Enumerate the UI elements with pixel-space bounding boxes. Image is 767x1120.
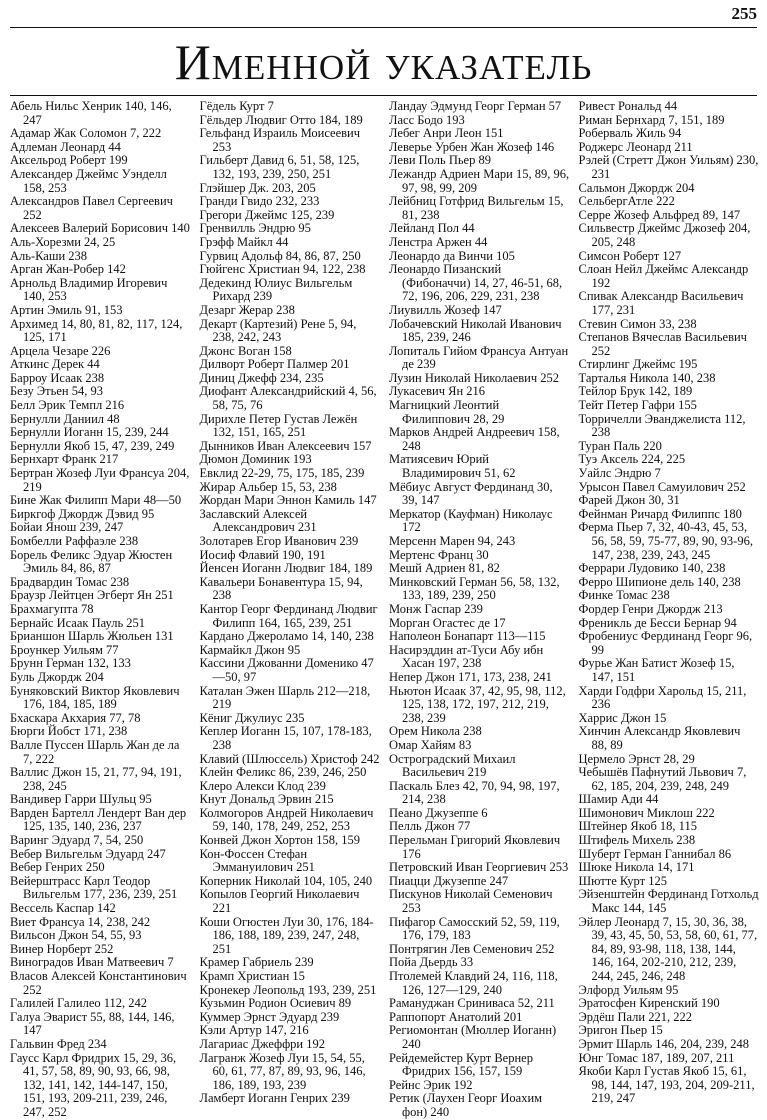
- index-entry: Адлеман Леонард 44: [10, 139, 121, 154]
- index-entry: Паскаль Блез 42, 70, 94, 98, 197, 214, 238: [389, 778, 560, 807]
- index-entry: Эрмит Шарль 146, 204, 239, 248: [578, 1036, 750, 1051]
- index-entry: Меркатор (Кауфман) Николаус 172: [389, 506, 553, 535]
- index-entry: Риман Бернхард 7, 151, 189: [578, 112, 725, 127]
- index-entry: Заславский Алексей Александрович 231: [199, 506, 317, 535]
- index-entry: Йенсен Иоганн Людвиг 184, 189: [199, 561, 373, 576]
- index-entry: Гранди Гвидо 232, 233: [199, 194, 320, 209]
- index-entry: Хинчин Александр Яковлевич 88, 89: [578, 724, 741, 752]
- index-entry: Грэфф Майкл 44: [199, 234, 289, 249]
- index-entry: Слоан Нейл Джеймс Александр 192: [578, 262, 749, 290]
- index-entry: Гурвиц Адольф 84, 86, 87, 250: [199, 248, 361, 263]
- index-entry: Шюке Никола 14, 171: [578, 860, 695, 875]
- index-entry: Рейдемейстер Курт Вернер Фридрих 156, 157, 159: [389, 1050, 533, 1079]
- index-entry: Брадвардин Томас 238: [10, 574, 130, 589]
- index-entry: Аксельрод Роберт 199: [10, 153, 128, 168]
- index-entry: Дилворт Роберт Палмер 201: [199, 357, 350, 372]
- index-entry: Аль-Хорезми 24, 25: [10, 234, 116, 249]
- index-entry: Копылов Георгий Николаевич 221: [199, 887, 360, 916]
- index-entry: Гёльдер Людвиг Отто 184, 189: [199, 112, 363, 127]
- index-entry: Бомбелли Раффаэле 238: [10, 534, 139, 548]
- index-entry: Вебер Вильгельм Эдуард 247: [10, 846, 166, 861]
- index-entry: Борель Феликс Эдуар Жюстен Эмиль 84, 86, 87: [10, 547, 173, 576]
- index-entry: Бернхарт Франк 217: [10, 452, 119, 467]
- index-entry: Лиувилль Жозеф 147: [389, 302, 502, 317]
- index-entry: Серре Жозеф Альфред 89, 147: [578, 207, 741, 222]
- index-entry: Торричелли Эванджелиста 112, 238: [578, 411, 746, 440]
- index-entry: Валлис Джон 15, 21, 77, 94, 191, 238, 245: [10, 765, 182, 793]
- index-entry: Бхаскара Акхария 77, 78: [10, 710, 141, 725]
- index-entry: Феррари Лудовико 140, 238: [578, 561, 726, 576]
- index-entry: Морган Огастес де 17: [389, 615, 506, 630]
- index-entry: Безу Этьен 54, 93: [10, 384, 103, 399]
- index-entry: Артин Эмиль 91, 153: [10, 302, 123, 317]
- index-entry: Роберваль Жиль 94: [578, 126, 682, 141]
- index-entry: Фейнман Ричард Филиппс 180: [578, 506, 742, 521]
- index-entry: Валле Пуссен Шарль Жан де ла 7, 222: [10, 737, 180, 766]
- index-entry: Лебег Анри Леон 151: [389, 126, 504, 141]
- index-entry: Френикль де Бесси Бернар 94: [578, 615, 737, 630]
- index-entry: Бюрги Йобст 171, 238: [10, 724, 128, 739]
- index-entry: Грегори Джеймс 125, 239: [199, 207, 335, 222]
- index-entry: Коперник Николай 104, 105, 240: [199, 873, 373, 888]
- index-entry: Галуа Эварист 55, 88, 144, 146, 147: [10, 1009, 175, 1038]
- index-entry: Фробениус Фердинанд Георг 96, 99: [578, 629, 753, 657]
- index-entry: Биркгоф Джордж Дэвид 95: [10, 506, 155, 521]
- index-entry: Кармайкл Джон 95: [199, 642, 301, 657]
- index-entry: Браузр Лейтцен Эгберт Ян 251: [10, 588, 174, 603]
- index-entry: Винер Норберт 252: [10, 941, 114, 956]
- index-entry: Кёниг Джулиус 235: [199, 710, 305, 725]
- page-number: 255: [731, 4, 757, 23]
- index-entry: Гальвин Фред 234: [10, 1036, 107, 1051]
- index-entry: Цермело Эрнст 28, 29: [578, 751, 695, 766]
- index-entry: Броункер Уильям 77: [10, 642, 119, 657]
- index-entry: Непер Джон 171, 173, 238, 241: [389, 669, 552, 684]
- index-entry: Лагранж Жозеф Луи 15, 54, 55, 60, 61, 77, 87, 89, 93, 96, 146, 186, 189, 193, 239: [199, 1050, 366, 1092]
- index-entry: Колмогоров Андрей Николаевич 59, 140, 178, 249, 252, 253: [199, 805, 374, 834]
- index-entry: Орем Никола 238: [389, 724, 482, 739]
- index-entry: Бойаи Янош 239, 247: [10, 520, 124, 535]
- index-entry: Урысон Павел Самуилович 252: [578, 479, 746, 494]
- index-entry: Мешй Адриен 81, 82: [389, 561, 500, 576]
- index-entry: Конвей Джон Хортон 158, 159: [199, 833, 360, 848]
- index-entry: Лейбниц Готфрид Вильгельм 15, 81, 238: [389, 194, 564, 222]
- index-entry: Марков Андрей Андреевич 158, 248: [389, 425, 560, 453]
- index-entry: Петровский Иван Георгиевич 253: [389, 860, 569, 875]
- index-entry: Декарт (Картезий) Рене 5, 94, 238, 242, 243: [199, 316, 357, 345]
- index-entry: Пеано Джузеппе 6: [389, 805, 488, 820]
- index-entry: Каталан Эжен Шарль 212—218, 219: [199, 683, 371, 712]
- index-entry: Остроградский Михаил Васильевич 219: [389, 751, 516, 780]
- index-entry: Жирар Альбер 15, 53, 238: [199, 479, 337, 494]
- index-column-3: [389, 99, 570, 1119]
- index-entry: Клеро Алекси Клод 239: [199, 778, 326, 793]
- index-entry: Дезарг Жерар 238: [199, 302, 295, 317]
- index-entry: Раппопорт Анатолий 201: [389, 1009, 523, 1024]
- index-entry: Золотарев Егор Иванович 239: [199, 534, 359, 548]
- index-entry: Крамер Габриель 239: [199, 955, 314, 970]
- index-entry: Степанов Вячеслав Васильевич 252: [578, 330, 747, 358]
- index-entry: Финке Томас 238: [578, 588, 670, 603]
- index-entry: Евклид 22-29, 75, 175, 185, 239: [199, 466, 365, 481]
- index-entry: Бернулли Даниил 48: [10, 411, 120, 426]
- index-entry: Перельман Григорий Яковлевич 176: [389, 833, 561, 861]
- index-entry: Эйзенштейн Фердинанд Готхольд Макс 144, 145: [578, 887, 759, 916]
- index-entry: Юнг Томас 187, 189, 207, 211: [578, 1050, 735, 1065]
- index-entry: Минковский Герман 56, 58, 132, 133, 189, 239, 250: [389, 574, 560, 603]
- index-entry: Виноградов Иван Матвеевич 7: [10, 955, 174, 970]
- index-entry: Вейерштрасс Карл Теодор Вильгельм 177, 236, 239, 251: [10, 873, 178, 902]
- index-entry: Аль-Каши 238: [10, 248, 88, 263]
- index-entry: Арган Жан-Робер 142: [10, 262, 126, 277]
- index-entry: Дынников Иван Алексеевич 157: [199, 438, 372, 453]
- index-entry: Бине Жак Филипп Мари 48—50: [10, 493, 182, 508]
- index-entry: Шамир Ади 44: [578, 792, 659, 807]
- index-entry: Гюйгенс Христиан 94, 122, 238: [199, 262, 366, 277]
- index-entry: Ньютон Исаак 37, 42, 95, 98, 112, 125, 138, 172, 197, 212, 219, 238, 239: [389, 683, 566, 725]
- index-entry: Кавальери Бонавентура 15, 94, 238: [199, 574, 363, 603]
- index-columns: [10, 99, 759, 1119]
- index-entry: Вандивер Гарри Шульц 95: [10, 792, 152, 807]
- index-entry: Гаусс Карл Фридрих 15, 29, 36, 41, 57, 58, 89, 90, 93, 66, 98, 132, 141, 142, 144-147, 150, 151, 193, 209-211, 239, 246, 247, 252: [10, 1050, 177, 1119]
- index-entry: Тарталья Никола 140, 238: [578, 370, 716, 385]
- index-column-2: [199, 99, 381, 1106]
- index-entry: Лузин Николай Николаевич 252: [389, 370, 560, 385]
- index-entry: Клейн Феликс 86, 239, 246, 250: [199, 765, 367, 780]
- index-entry: Джонс Воган 158: [199, 343, 292, 358]
- index-entry: Наполеон Бонапарт 113—115: [389, 629, 546, 644]
- index-column-4: [578, 99, 760, 1106]
- index-entry: Гильберт Давид 6, 51, 58, 125, 132, 193, 239, 250, 251: [199, 153, 360, 181]
- index-entry: Пелль Джон 77: [389, 819, 471, 834]
- index-entry: Гёдель Курт 7: [199, 99, 274, 113]
- index-entry: Кеплер Иоганн 15, 107, 178-183, 238: [199, 724, 372, 752]
- index-entry: Чебышёв Пафнутий Львович 7, 62, 185, 204, 239, 248, 249: [578, 765, 747, 793]
- index-entry: Фордер Генри Джордж 213: [578, 601, 723, 616]
- index-entry: Спивак Александр Васильевич 177, 231: [578, 289, 744, 317]
- index-entry: Дедекинд Юлиус Вильгельм Рихард 239: [199, 275, 353, 304]
- index-entry: Вебер Генрих 250: [10, 860, 105, 875]
- index-entry: Коши Огюстен Луи 30, 176, 184-186, 188, 189, 239, 247, 248, 251: [199, 914, 374, 956]
- index-entry: Региомонтан (Мюллер Иоганн) 240: [389, 1023, 557, 1051]
- index-entry: Монж Гаспар 239: [389, 601, 483, 616]
- index-entry: Ретик (Лаухен Георг Иоахим фон) 240: [389, 1091, 543, 1119]
- index-entry: Власов Алексей Константинович 252: [10, 969, 187, 997]
- index-entry: Матиясевич Юрий Владимирович 51, 62: [389, 452, 516, 481]
- index-entry: Вессель Каспар 142: [10, 901, 116, 916]
- index-entry: СельбергАтле 222: [578, 194, 675, 209]
- index-entry: Иосиф Флавий 190, 191: [199, 547, 326, 562]
- index-entry: Арцела Чезаре 226: [10, 343, 111, 358]
- index-entry: Штифель Михель 238: [578, 833, 696, 848]
- index-entry: Стирлинг Джеймс 195: [578, 357, 698, 372]
- index-entry: Сильвестр Джеймс Джозеф 204, 205, 248: [578, 221, 751, 249]
- index-entry: Симсон Роберт 127: [578, 248, 682, 263]
- index-entry: Кэли Артур 147, 216: [199, 1023, 309, 1038]
- index-entry: Фарей Джон 30, 31: [578, 493, 680, 508]
- index-entry: Штейнер Якоб 18, 115: [578, 819, 697, 834]
- index-entry: Харди Годфри Харольд 15, 211, 236: [578, 683, 747, 712]
- index-entry: Аткинс Дерек 44: [10, 357, 100, 372]
- index-entry: Диниц Джефф 234, 235: [199, 370, 324, 385]
- index-entry: Тейт Петер Гафри 155: [578, 398, 697, 413]
- index-entry: Роджерс Леонард 211: [578, 139, 693, 154]
- index-entry: Жордан Мари Эннон Камиль 147: [199, 493, 377, 508]
- index-entry: Александер Джеймс Уэнделл 158, 253: [10, 166, 167, 195]
- index-entry: Архимед 14, 80, 81, 82, 117, 124, 125, 171: [10, 316, 183, 345]
- index-entry: Понтрягин Лев Семенович 252: [389, 941, 555, 956]
- index-entry: Бертран Жозеф Луи Франсуа 204, 219: [10, 466, 190, 494]
- index-entry: Адамар Жак Соломон 7, 222: [10, 126, 162, 141]
- index-entry: Стевин Симон 33, 238: [578, 316, 697, 331]
- index-entry: Якоби Карл Густав Якоб 15, 61, 98, 144, 147, 193, 204, 209-211, 219, 247: [578, 1064, 755, 1106]
- index-entry: Эратосфен Киренский 190: [578, 996, 720, 1011]
- index-entry: Александров Павел Сергеевич 252: [10, 194, 173, 222]
- index-entry: Туран Паль 220: [578, 438, 662, 453]
- index-entry: Шютте Курт 125: [578, 873, 667, 888]
- index-entry: Пойа Дьердь 33: [389, 955, 474, 970]
- index-entry: Птолемей Клавдий 24, 116, 118, 126, 127—129, 240: [389, 969, 558, 997]
- index-entry: Леонардо да Винчи 105: [389, 248, 515, 263]
- index-entry: Пискунов Николай Семенович 253: [389, 887, 553, 916]
- index-entry: Мерсенн Марен 94, 243: [389, 534, 516, 548]
- title-rule: [10, 95, 757, 96]
- index-entry: Ленстра Аржен 44: [389, 234, 488, 249]
- index-entry: Кардано Джероламо 14, 140, 238: [199, 629, 374, 644]
- header-rule: [10, 27, 757, 28]
- index-entry: Виет Франсуа 14, 238, 242: [10, 914, 151, 929]
- index-entry: Кнут Дональд Эрвин 215: [199, 792, 334, 807]
- index-entry: Гренвилль Эндрю 95: [199, 221, 311, 236]
- index-entry: Рамануджан Сриниваса 52, 211: [389, 996, 555, 1011]
- index-entry: Пифагор Самосский 52, 59, 119, 176, 179, 183: [389, 914, 560, 943]
- index-entry: Абель Нильс Хенрик 140, 146, 247: [10, 99, 172, 127]
- index-entry: Кронекер Леопольд 193, 239, 251: [199, 982, 377, 997]
- index-entry: Шимонович Миклош 222: [578, 805, 715, 820]
- index-entry: Вильсон Джон 54, 55, 93: [10, 928, 142, 943]
- index-entry: Диофант Александрийский 4, 56, 58, 75, 76: [199, 384, 377, 413]
- index-entry: Магницкий Леонтий Филиппович 28, 29: [389, 398, 505, 426]
- index-entry: Леонардо Пизанский (Фибоначчи) 14, 27, 46-51, 68, 72, 196, 206, 229, 231, 238: [389, 262, 563, 304]
- index-entry: Дирихле Петер Густав Лежён 132, 151, 165, 251: [199, 411, 358, 440]
- index-entry: Крамп Христиан 15: [199, 969, 305, 983]
- index-entry: Арнольд Владимир Игоревич 140, 253: [10, 275, 168, 304]
- index-entry: Барроу Исаак 238: [10, 370, 105, 385]
- index-entry: Дюмон Доминик 193: [199, 452, 312, 467]
- index-entry: Омар Хайям 83: [389, 737, 472, 752]
- index-entry: Туэ Аксель 224, 225: [578, 452, 686, 467]
- index-entry: Ферро Шипионе дель 140, 238: [578, 574, 741, 589]
- index-entry: Лейланд Пол 44: [389, 221, 475, 236]
- page-title: Именной указатель: [174, 34, 593, 90]
- index-entry: Ферма Пьер 7, 32, 40-43, 45, 53, 56, 58, 59, 75-77, 89, 90, 93-96, 147, 238, 239, 243, 245: [578, 520, 753, 562]
- index-entry: Кузьмин Родион Осиевич 89: [199, 996, 352, 1011]
- index-entry: Галилей Галилео 112, 242: [10, 996, 148, 1011]
- index-entry: Бернулли Иоганн 15, 239, 244: [10, 425, 169, 440]
- index-entry: Буняковский Виктор Яковлевич 176, 184, 185, 189: [10, 683, 180, 712]
- index-entry: Буль Джордж 204: [10, 669, 104, 684]
- index-entry: Кантор Георг Фердинанд Людвиг Филипп 164, 165, 239, 251: [199, 601, 378, 630]
- index-entry: Глэйшер Дж. 203, 205: [199, 180, 316, 195]
- index-column-1: [10, 99, 191, 1119]
- index-entry: Эйлер Леонард 7, 15, 30, 36, 38, 39, 43, 45, 50, 53, 58, 60, 61, 77, 84, 89, 93-98, 118, 138, 144, 146, 164, 202-210, 212, 239, 244, 245, 246, 248: [578, 914, 758, 983]
- index-entry: Тейлор Брук 142, 189: [578, 384, 693, 399]
- index-entry: Ласс Бодо 193: [389, 112, 465, 127]
- index-entry: Уайлс Эндрю 7: [578, 466, 661, 481]
- index-entry: Леви Поль Пьер 89: [389, 153, 491, 168]
- index-entry: Лагариас Джеффри 192: [199, 1036, 326, 1051]
- index-entry: Элфорд Уильям 95: [578, 982, 679, 997]
- index-entry: Брахмагупта 78: [10, 601, 94, 616]
- index-entry: Пиацци Джузеппе 247: [389, 873, 509, 888]
- index-entry: Лежандр Адриен Мари 15, 89, 96, 97, 98, 99, 209: [389, 166, 570, 195]
- index-entry: Клавий (Шлюссель) Христоф 242: [199, 751, 380, 766]
- index-entry: Насирэддин ат-Туси Абу ибн Хасан 197, 238: [389, 642, 544, 671]
- index-entry: Рэлей (Стретт Джон Уильям) 230, 231: [578, 153, 759, 181]
- index-entry: Куммер Эрнст Эдуард 239: [199, 1009, 340, 1024]
- index-entry: Алексеев Валерий Борисович 140: [10, 221, 190, 236]
- index-entry: Лопиталь Гийом Франсуа Антуан де 239: [389, 343, 569, 372]
- index-entry: Белл Эрик Темпл 216: [10, 398, 125, 413]
- index-entry: Леверье Урбен Жан Жозеф 146: [389, 139, 555, 154]
- index-entry: Брунн Герман 132, 133: [10, 656, 131, 671]
- index-entry: Лобачевский Николай Иванович 185, 239, 246: [389, 316, 562, 345]
- index-entry: Ламберт Иоганн Генрих 239: [199, 1091, 350, 1106]
- index-entry: Харрис Джон 15: [578, 710, 667, 725]
- index-entry: Ландау Эдмунд Георг Герман 57: [389, 99, 562, 113]
- index-entry: Эрдёш Пали 221, 222: [578, 1009, 692, 1024]
- index-entry: Эригон Пьер 15: [578, 1023, 663, 1038]
- index-entry: Мёбиус Август Фердинанд 30, 39, 147: [389, 479, 553, 508]
- index-entry: Бернулли Якоб 15, 47, 239, 249: [10, 438, 175, 453]
- index-entry: Кон-Фоссен Стефан Эммануилович 251: [199, 846, 315, 875]
- index-entry: Шуберт Герман Ганнибал 86: [578, 846, 732, 861]
- index-entry: Фурье Жан Батист Жозеф 15, 147, 151: [578, 656, 735, 684]
- index-entry: Гельфанд Израиль Моисеевич 253: [199, 126, 361, 154]
- index-entry: Мертенс Франц 30: [389, 547, 489, 562]
- index-entry: Брианшон Шарль Жюльен 131: [10, 629, 174, 644]
- index-entry: Бернайс Исаак Пауль 251: [10, 615, 146, 630]
- index-entry: Рейнс Эрик 192: [389, 1077, 473, 1092]
- index-entry: Варден Бартелл Лендерт Ван дер 125, 135, 140, 236, 237: [10, 805, 187, 834]
- index-entry: Лукасевич Ян 216: [389, 384, 486, 399]
- index-entry: Кассини Джованни Доменико 47—50, 97: [199, 656, 374, 684]
- index-entry: Сальмон Джордж 204: [578, 180, 695, 195]
- index-entry: Ривест Рональд 44: [578, 99, 678, 113]
- index-entry: Варинг Эдуард 7, 54, 250: [10, 833, 144, 848]
